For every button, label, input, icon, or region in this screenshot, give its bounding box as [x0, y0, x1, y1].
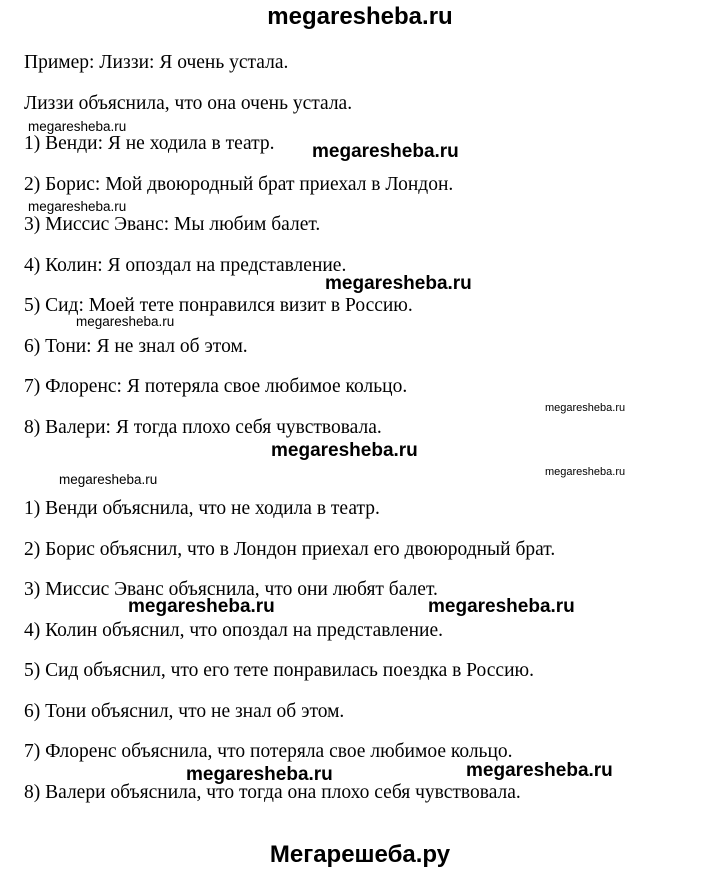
example-prompt: Пример: Лиззи: Я очень устала. [24, 52, 289, 73]
answer-item-4: 4) Колин объяснил, что опоздал на представление. [24, 620, 443, 641]
answer-item-5: 5) Сид объяснил, что его тете понравилась поездка в Россию. [24, 660, 534, 681]
exercise-item-5: 5) Сид: Моей тете понравился визит в Россию. [24, 295, 413, 316]
watermark: megaresheba.ru [312, 141, 459, 162]
answer-item-1: 1) Венди объяснила, что не ходила в театр. [24, 498, 380, 519]
watermark: megaresheba.ru [271, 440, 418, 461]
watermark: megaresheba.ru [325, 273, 472, 294]
answer-item-3: 3) Миссис Эванс объяснила, что они любят балет. [24, 579, 438, 600]
exercise-item-2: 2) Борис: Мой двоюродный брат приехал в Лондон. [24, 174, 454, 195]
exercise-item-4: 4) Колин: Я опоздал на представление. [24, 255, 347, 276]
watermark: megaresheba.ru [428, 596, 575, 617]
answer-item-2: 2) Борис объяснил, что в Лондон приехал его двоюродный брат. [24, 539, 556, 560]
watermark: megaresheba.ru [545, 402, 626, 414]
page-footer-site: Мегарешеба.ру [269, 841, 451, 868]
answer-item-8: 8) Валери объяснила, что тогда она плохо себя чувствовала. [24, 782, 521, 803]
page-header-site: megaresheba.ru [267, 3, 453, 30]
watermark: megaresheba.ru [76, 314, 175, 329]
watermark: megaresheba.ru [128, 596, 275, 617]
watermark: megaresheba.ru [28, 119, 127, 134]
answer-item-7: 7) Флоренс объяснила, что потеряла свое любимое кольцо. [24, 741, 513, 762]
watermark: megaresheba.ru [545, 466, 626, 478]
exercise-item-1: 1) Венди: Я не ходила в театр. [24, 133, 275, 154]
exercise-item-8: 8) Валери: Я тогда плохо себя чувствовала. [24, 417, 382, 438]
watermark: megaresheba.ru [466, 760, 613, 781]
answer-item-6: 6) Тони объяснил, что не знал об этом. [24, 701, 345, 722]
exercise-item-6: 6) Тони: Я не знал об этом. [24, 336, 248, 357]
watermark: megaresheba.ru [186, 764, 333, 785]
example-answer: Лиззи объяснила, что она очень устала. [24, 93, 353, 114]
exercise-item-7: 7) Флоренс: Я потеряла свое любимое кольцо. [24, 376, 408, 397]
watermark: megaresheba.ru [28, 199, 127, 214]
watermark: megaresheba.ru [59, 472, 158, 487]
exercise-item-3: 3) Миссис Эванс: Мы любим балет. [24, 214, 321, 235]
